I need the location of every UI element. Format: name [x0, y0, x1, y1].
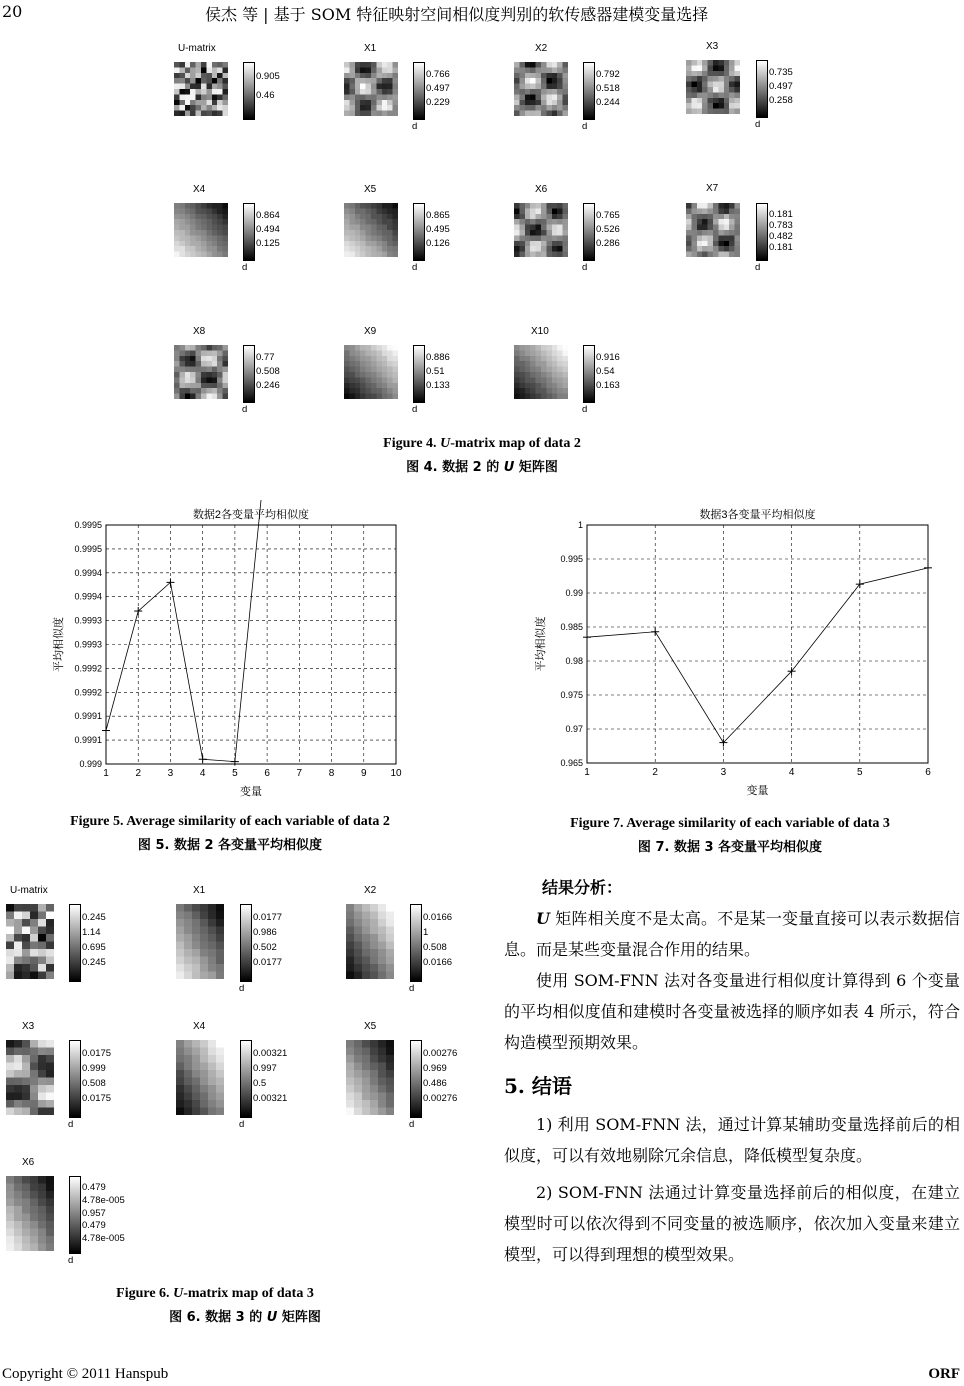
fig4-x8-colorbar	[243, 345, 255, 403]
fig4-x7-title: X7	[706, 183, 719, 194]
results-text-column	[504, 872, 960, 1270]
fig4-x7-colorbar	[756, 203, 768, 261]
fig4-x3-colorbar-label: 0.497	[769, 81, 793, 92]
fig6-x6-d-label: d	[68, 1255, 74, 1266]
fig4-x5-component-plane	[344, 203, 398, 257]
figure-5-caption-cn: 图 5. 数据 2 各变量平均相似度	[137, 838, 323, 853]
fig4-x8-colorbar-label: 0.77	[256, 352, 275, 363]
figure-5-chart	[40, 500, 420, 800]
x-tick-label: 2	[135, 768, 142, 779]
x-tick-label: 8	[328, 768, 335, 779]
fig4-x10-colorbar-label: 0.916	[596, 352, 620, 363]
y-tick-label: 0.9992	[74, 687, 102, 698]
fig6-x1-colorbar	[240, 904, 252, 982]
fig6-x5-colorbar-label: 0.486	[423, 1078, 447, 1089]
fig6-x1-component-plane	[176, 904, 224, 979]
fig6-u-matrix-component-plane	[6, 904, 54, 979]
fig4-x4-colorbar-label: 0.494	[256, 224, 280, 235]
x-tick-label: 3	[720, 767, 727, 778]
fig4-x10-colorbar-label: 0.163	[596, 380, 620, 391]
fig4-u-matrix-component-plane	[174, 62, 228, 116]
fig4-x7-colorbar-label: 0.181	[769, 242, 793, 254]
fig4-x4-title: X4	[193, 184, 206, 195]
fig6-x3-colorbar-label: 0.0175	[82, 1047, 112, 1059]
x-tick-label: 10	[390, 768, 402, 779]
chart-title: 数据3各变量平均相似度	[699, 509, 816, 521]
fig6-x4-colorbar	[240, 1040, 252, 1118]
figure-6-caption-cn: 图 6. 数据 3 的 U 矩阵图	[169, 1310, 321, 1325]
x-axis-label: 变量	[746, 785, 769, 797]
results-paragraph-1: U 矩阵相关度不是太高。不是某一变量直接可以表示数据信息。而是某些变量混合作用的结果。	[504, 909, 960, 959]
figure-4-caption-en: Figure 4. U-matrix map of data 2	[383, 436, 581, 451]
fig4-x6-colorbar-label: 0.526	[596, 224, 620, 235]
fig4-x1-d-label: d	[412, 121, 418, 132]
fig6-x4-colorbar-label: 0.5	[253, 1078, 267, 1089]
page-number: 20	[2, 2, 23, 21]
fig4-x9-component-plane	[344, 345, 398, 399]
chart-title: 数据2各变量平均相似度	[192, 509, 310, 521]
figure-5-caption-en: Figure 5. Average similarity of each variable of data 2	[70, 814, 390, 829]
x-tick-label: 4	[788, 767, 795, 778]
fig4-x6-component-plane	[514, 203, 568, 257]
y-tick-label: 0.985	[560, 622, 583, 632]
fig4-x6-colorbar-label: 0.286	[596, 238, 620, 249]
fig4-x2-d-label: d	[582, 121, 588, 132]
fig4-x7-d-label: d	[755, 262, 761, 273]
y-tick-label: 0.98	[565, 656, 583, 666]
fig4-x10-title: X10	[531, 326, 549, 337]
fig4-u-matrix-colorbar-label: 0.905	[256, 71, 280, 83]
fig6-x2-component-plane	[346, 904, 394, 979]
x-tick-label: 9	[360, 768, 367, 779]
fig4-x7-component-plane	[686, 203, 740, 257]
fig4-x9-title: X9	[364, 326, 377, 337]
fig6-x1-colorbar-label: 0.986	[253, 926, 277, 938]
fig4-x4-colorbar	[243, 203, 255, 261]
fig6-x5-title: X5	[364, 1021, 377, 1032]
fig4-x3-colorbar-label: 0.735	[769, 67, 793, 78]
fig4-x9-colorbar	[413, 345, 425, 403]
fig4-x1-component-plane	[344, 62, 398, 116]
footer-journal: ORF	[928, 1366, 960, 1382]
fig6-x3-title: X3	[22, 1021, 35, 1032]
fig6-x6-colorbar	[69, 1176, 81, 1254]
fig4-x7-colorbar-label: 0.482	[769, 231, 793, 242]
y-tick-label: 0.9993	[74, 639, 102, 650]
fig6-x4-colorbar-label: 0.997	[253, 1062, 277, 1074]
fig4-x3-component-plane	[686, 60, 740, 114]
fig4-x10-colorbar-label: 0.54	[596, 366, 615, 377]
fig6-x4-title: X4	[193, 1021, 206, 1032]
y-tick-label: 0.9995	[74, 520, 102, 530]
fig6-x2-d-label: d	[409, 983, 415, 994]
fig4-x1-title: X1	[364, 43, 377, 54]
results-heading: 结果分析：	[542, 878, 623, 897]
fig6-x2-colorbar-label: 1	[423, 926, 429, 938]
y-tick-label: 0.9992	[74, 663, 102, 674]
fig6-x2-colorbar-label: 0.0166	[423, 957, 453, 969]
running-title: 侯杰 等 | 基于 SOM 特征映射空间相似度判别的软传感器建模变量选择	[205, 5, 709, 24]
plot-area	[587, 525, 928, 763]
fig4-x5-d-label: d	[412, 262, 418, 273]
fig6-x6-colorbar-label: 0.479	[82, 1182, 106, 1194]
fig4-x4-colorbar-label: 0.125	[256, 238, 280, 249]
results-paragraph-2: 使用 SOM-FNN 法对各变量进行相似度计算得到 6 个变量的平均相似度值和建模时各变量被选择的顺序如表 4 所示，符合构造模型预期效果。	[504, 971, 960, 1052]
fig4-x9-colorbar-label: 0.886	[426, 352, 450, 363]
fig6-x3-colorbar-label: 0.508	[82, 1078, 106, 1089]
fig4-x9-d-label: d	[412, 404, 418, 415]
y-tick-label: 1	[577, 520, 583, 530]
fig4-x3-d-label: d	[755, 119, 761, 130]
fig4-x3-title: X3	[706, 41, 719, 52]
fig4-x4-component-plane	[174, 203, 228, 257]
fig4-x8-d-label: d	[242, 404, 248, 415]
y-tick-label: 0.965	[560, 758, 583, 768]
fig4-x2-colorbar-label: 0.244	[596, 97, 620, 108]
fig6-u-matrix-colorbar-label: 0.245	[82, 957, 106, 969]
fig4-x6-d-label: d	[582, 262, 588, 273]
fig4-x2-colorbar	[583, 62, 595, 120]
y-tick-label: 0.975	[560, 690, 583, 700]
fig6-u-matrix-colorbar-label: 1.14	[82, 926, 101, 938]
x-tick-label: 2	[652, 767, 658, 778]
y-tick-label: 0.9993	[74, 615, 102, 626]
fig6-u-matrix-colorbar-label: 0.695	[82, 942, 106, 953]
fig6-x4-colorbar-label: 0.00321	[253, 1047, 288, 1059]
fig6-x6-colorbar-label: 0.957	[82, 1207, 106, 1219]
fig4-x1-colorbar	[413, 62, 425, 120]
fig4-x1-colorbar-label: 0.766	[426, 69, 450, 80]
figure-4-caption-cn: 图 4. 数据 2 的 U 矩阵图	[406, 460, 558, 475]
fig4-x1-colorbar-label: 0.229	[426, 97, 450, 108]
x-tick-label: 6	[264, 768, 270, 779]
fig6-x1-d-label: d	[239, 983, 245, 994]
fig4-x10-colorbar	[583, 345, 595, 403]
x-tick-label: 4	[199, 768, 206, 779]
fig6-x6-component-plane	[6, 1176, 54, 1251]
conclusion-1: 1) 利用 SOM-FNN 法，通过计算某辅助变量选择前后的相似度，可以有效地剔除冗余信息，降低模型复杂度。	[504, 1115, 960, 1165]
fig4-x10-d-label: d	[582, 404, 588, 415]
x-tick-label: 1	[103, 768, 109, 779]
fig4-u-matrix-colorbar	[243, 62, 255, 120]
fig6-x4-d-label: d	[239, 1119, 245, 1130]
x-tick-label: 5	[232, 768, 238, 779]
fig4-x10-component-plane	[514, 345, 568, 399]
fig6-x1-colorbar-label: 0.502	[253, 942, 277, 953]
y-tick-label: 0.97	[565, 724, 583, 734]
y-tick-label: 0.9994	[74, 591, 102, 602]
x-tick-label: 5	[857, 767, 863, 778]
section-heading: 5. 结语	[504, 1074, 572, 1098]
fig6-x4-colorbar-label: 0.00321	[253, 1093, 288, 1105]
fig6-x1-colorbar-label: 0.0177	[253, 911, 283, 923]
fig6-u-matrix-colorbar	[69, 904, 81, 982]
fig4-x2-title: X2	[535, 43, 548, 54]
fig6-x5-colorbar	[410, 1040, 422, 1118]
fig4-x5-colorbar	[413, 203, 425, 261]
fig6-x2-colorbar-label: 0.0166	[423, 911, 453, 923]
fig6-x5-component-plane	[346, 1040, 394, 1115]
fig4-x5-title: X5	[364, 184, 377, 195]
fig6-x6-colorbar-label: 0.479	[82, 1220, 106, 1232]
conclusion-2: 2) SOM-FNN 法通过计算变量选择前后的相似度，在建立模型时可以依次得到不同变量的被选顺序，依次加入变量来建立模型，可以得到理想的模型效果。	[504, 1183, 960, 1264]
fig4-x8-component-plane	[174, 345, 228, 399]
x-tick-label: 3	[167, 768, 174, 779]
fig4-x9-colorbar-label: 0.133	[426, 380, 450, 391]
fig4-x2-colorbar-label: 0.792	[596, 69, 620, 80]
fig6-u-matrix-colorbar-label: 0.245	[82, 911, 106, 923]
fig4-x2-colorbar-label: 0.518	[596, 83, 620, 94]
fig4-x5-colorbar-label: 0.126	[426, 238, 450, 249]
y-tick-label: 0.9991	[74, 711, 102, 722]
fig6-x2-title: X2	[364, 885, 377, 896]
fig6-x6-title: X6	[22, 1157, 35, 1168]
fig6-x6-colorbar-label: 4.78e-005	[82, 1233, 125, 1244]
fig4-x6-colorbar-label: 0.765	[596, 210, 620, 221]
fig4-x7-colorbar-label: 0.181	[769, 208, 793, 220]
fig4-x5-colorbar-label: 0.865	[426, 210, 450, 221]
footer-copyright: Copyright © 2011 Hanspub	[2, 1366, 169, 1382]
fig6-x5-colorbar-label: 0.00276	[423, 1047, 458, 1059]
fig6-x3-d-label: d	[68, 1119, 74, 1130]
fig4-x3-colorbar	[756, 60, 768, 118]
fig6-x1-colorbar-label: 0.0177	[253, 957, 283, 969]
fig4-x6-title: X6	[535, 184, 548, 195]
fig4-x8-title: X8	[193, 326, 206, 337]
fig4-x4-d-label: d	[242, 262, 248, 273]
y-axis-label: 平均相似度	[53, 617, 65, 672]
fig6-x3-colorbar-label: 0.999	[82, 1062, 106, 1074]
y-tick-label: 0.9991	[74, 735, 102, 746]
figure-7-caption-en: Figure 7. Average similarity of each variable of data 3	[570, 816, 890, 831]
figure-7-chart	[530, 500, 950, 800]
x-axis-label: 变量	[240, 786, 262, 798]
y-tick-label: 0.999	[79, 759, 102, 769]
fig6-x3-colorbar-label: 0.0175	[82, 1093, 112, 1105]
fig6-x5-colorbar-label: 0.969	[423, 1062, 447, 1074]
fig4-x4-colorbar-label: 0.864	[256, 210, 280, 221]
fig6-x3-component-plane	[6, 1040, 54, 1115]
fig4-x1-colorbar-label: 0.497	[426, 83, 450, 94]
fig4-x6-colorbar	[583, 203, 595, 261]
fig4-x9-colorbar-label: 0.51	[426, 366, 445, 377]
fig6-x2-colorbar	[410, 904, 422, 982]
fig4-x5-colorbar-label: 0.495	[426, 224, 450, 235]
y-tick-label: 0.9995	[74, 543, 102, 554]
y-tick-label: 0.99	[565, 588, 583, 598]
fig4-x8-colorbar-label: 0.246	[256, 380, 280, 391]
y-axis-label: 平均相似度	[535, 616, 547, 672]
y-tick-label: 0.995	[560, 554, 583, 564]
fig4-x7-colorbar-label: 0.783	[769, 219, 793, 231]
fig6-x4-component-plane	[176, 1040, 224, 1115]
fig4-x2-component-plane	[514, 62, 568, 116]
x-tick-label: 1	[584, 767, 590, 778]
fig6-x5-d-label: d	[409, 1119, 415, 1130]
x-tick-label: 7	[296, 768, 303, 779]
fig6-x5-colorbar-label: 0.00276	[423, 1093, 458, 1105]
figure-6-caption-en: Figure 6. U-matrix map of data 3	[116, 1286, 314, 1301]
fig6-x2-colorbar-label: 0.508	[423, 942, 447, 953]
fig4-u-matrix-title: U-matrix	[178, 43, 216, 54]
fig4-x3-colorbar-label: 0.258	[769, 95, 793, 106]
fig4-x8-colorbar-label: 0.508	[256, 366, 280, 377]
x-tick-label: 6	[925, 767, 931, 778]
fig6-u-matrix-title: U-matrix	[10, 885, 48, 896]
figure-7-caption-cn: 图 7. 数据 3 各变量平均相似度	[637, 840, 823, 855]
y-tick-label: 0.9994	[74, 567, 102, 578]
fig6-x1-title: X1	[193, 885, 206, 896]
fig6-x3-colorbar	[69, 1040, 81, 1118]
fig6-x6-colorbar-label: 4.78e-005	[82, 1195, 125, 1206]
fig4-u-matrix-colorbar-label: 0.46	[256, 90, 275, 101]
